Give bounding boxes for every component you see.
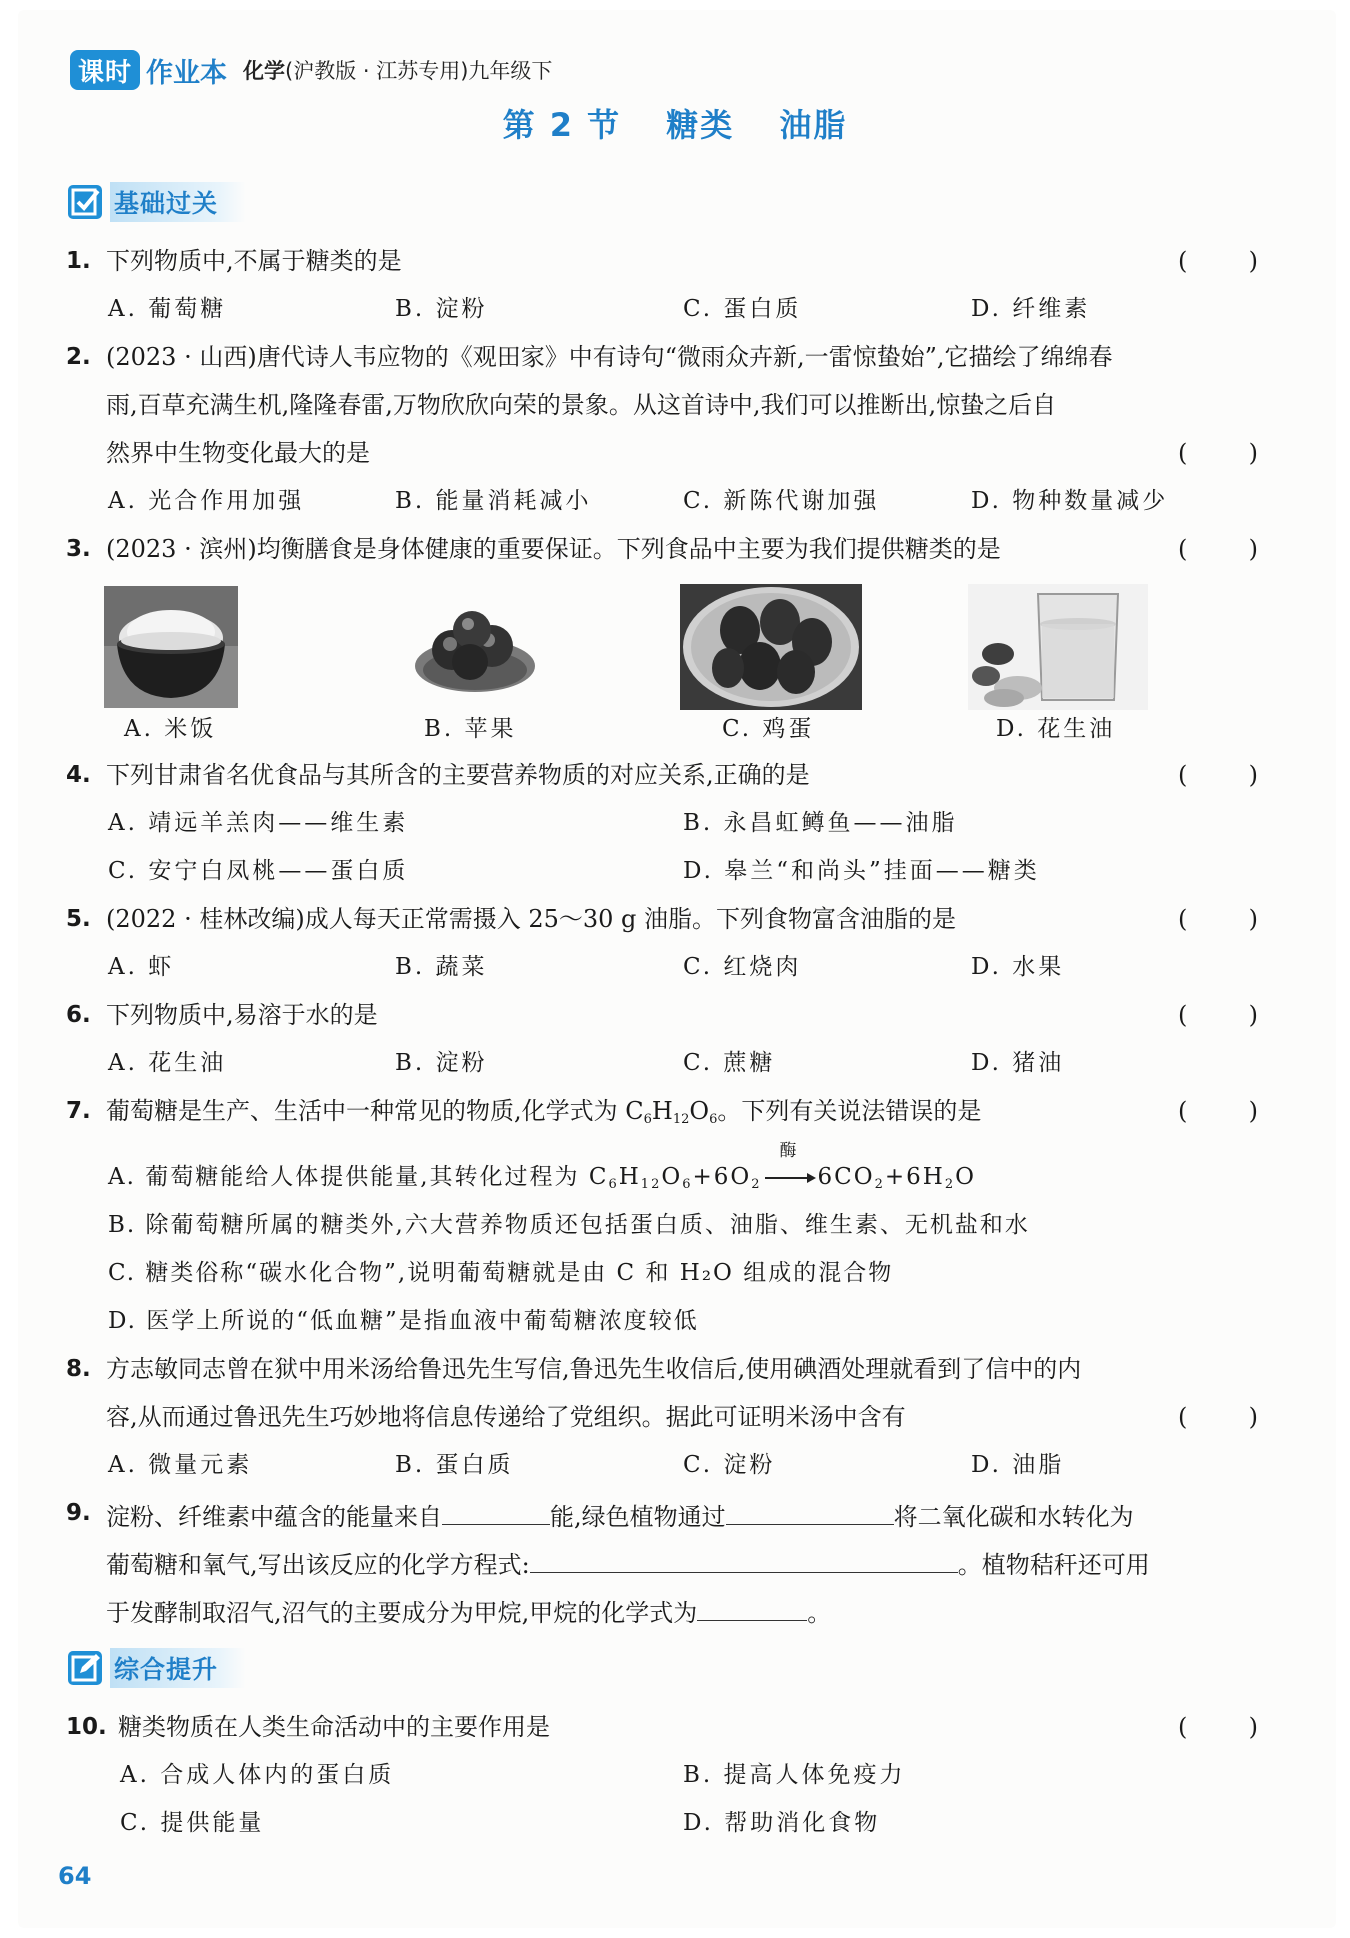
bracket-close: ) <box>1248 905 1258 933</box>
option-c: C. 淀粉 <box>683 1452 776 1478</box>
option-a: A. 虾 <box>108 954 175 980</box>
question-text-line-1: 方志敏同志曾在狱中用米汤给鲁迅先生写信,鲁迅先生收信后,使用碘酒处理就看到了信中的内 <box>106 1355 1082 1383</box>
option-c: C. 糖类俗称“碳水化合物”,说明葡萄糖就是由 C 和 H₂O 组成的混合物 <box>108 1260 894 1286</box>
answer-bracket <box>1178 760 1258 790</box>
bracket-open: ( <box>1178 761 1188 789</box>
bracket-open: ( <box>1178 535 1188 563</box>
fill-blank-3[interactable] <box>530 1546 958 1573</box>
logo-text: 作业本 <box>146 57 228 89</box>
text-segment: 淀粉、纤维素中蕴含的能量来自 <box>106 1503 442 1531</box>
book-header <box>70 48 552 92</box>
bracket-close: ) <box>1248 535 1258 563</box>
text-segment: 。 <box>807 1599 832 1627</box>
bracket-close: ) <box>1248 1403 1258 1431</box>
question-text-line-1: (2023 · 山西)唐代诗人韦应物的《观田家》中有诗句“微雨众卉新,一雷惊蛰始”,它描绘了绵绵春 <box>106 343 1113 371</box>
bracket-close: ) <box>1248 1713 1258 1741</box>
question-text-line-3: 然界中生物变化最大的是 <box>106 439 370 467</box>
reaction-arrow <box>762 1141 818 1192</box>
bracket-open: ( <box>1178 1403 1188 1431</box>
option-a: A. 靖远羊羔肉——维生素 <box>108 810 409 836</box>
question-number: 5. <box>66 906 91 932</box>
text-segment: 。植物秸秆还可用 <box>957 1551 1150 1579</box>
option-c: C. 提供能量 <box>120 1810 265 1836</box>
question-text: (2022 · 桂林改编)成人每天正常需摄入 25～30 g 油脂。下列食物富含油脂的是 <box>106 905 957 933</box>
question-number: 2. <box>66 344 91 370</box>
section-basic <box>68 182 246 222</box>
option-a: A. 微量元素 <box>108 1452 253 1478</box>
option-d: D. 帮助消化食物 <box>683 1810 881 1836</box>
bracket-open: ( <box>1178 1097 1188 1125</box>
subject-edition: (沪教版 · 江苏专用)九年级下 <box>285 59 553 83</box>
question-text-line-3 <box>106 1594 831 1628</box>
question-number: 7. <box>66 1098 91 1124</box>
option-c: C. 蛋白质 <box>683 296 802 322</box>
question-number: 9. <box>66 1500 91 1526</box>
pencil-edit-icon <box>68 1651 102 1685</box>
answer-bracket <box>1178 1096 1258 1126</box>
bracket-open: ( <box>1178 905 1188 933</box>
option-c: C. 红烧肉 <box>683 954 802 980</box>
option-b: B. 苹果 <box>424 716 517 742</box>
option-d: D. 皋兰“和尚头”挂面——糖类 <box>683 858 1040 884</box>
option-a-text: A. 葡萄糖能给人体提供能量,其转化过程为 C <box>108 1164 609 1190</box>
bracket-close: ) <box>1248 439 1258 467</box>
subject-line <box>243 55 552 85</box>
option-c: C. 安宁白凤桃——蛋白质 <box>108 858 409 884</box>
option-b: B. 淀粉 <box>395 1050 488 1076</box>
option-d: D. 医学上所说的“低血糖”是指血液中葡萄糖浓度较低 <box>108 1308 699 1334</box>
option-b: B. 永昌虹鳟鱼——油脂 <box>683 810 958 836</box>
option-a: A. 葡萄糖能给人体提供能量,其转化过程为 $C_6H_{12}O_6+6O_2$ 酶 $6CO_2+6H_2O$ <box>108 1162 976 1200</box>
option-a: A. 葡萄糖 <box>108 296 227 322</box>
question-text-pre: 葡萄糖是生产、生活中一种常见的物质,化学式为 C <box>106 1097 644 1125</box>
section-advanced <box>68 1648 246 1688</box>
option-c: C. 新陈代谢加强 <box>683 488 880 514</box>
question-text: 葡萄糖是生产、生活中一种常见的物质,化学式为 $C_6H_{12}O_6$。下列有关说法错误的是 <box>106 1097 982 1127</box>
eggs-plate-image <box>680 584 862 710</box>
section-title: 综合提升 <box>110 1648 246 1688</box>
question-text: (2023 · 滨州)均衡膳食是身体健康的重要保证。下列食品中主要为我们提供糖类的是 <box>106 535 1001 563</box>
option-d: D. 水果 <box>971 954 1065 980</box>
bracket-open: ( <box>1178 1713 1188 1741</box>
question-number: 10. <box>66 1714 107 1740</box>
subject-name: 化学 <box>243 59 286 83</box>
question-text: 糖类物质在人类生命活动中的主要作用是 <box>118 1713 550 1741</box>
peanut-oil-image <box>968 584 1148 710</box>
option-a: A. 花生油 <box>108 1050 227 1076</box>
bracket-open: ( <box>1178 439 1188 467</box>
question-number: 8. <box>66 1356 91 1382</box>
option-a: A. 米饭 <box>124 716 217 742</box>
question-text: 下列物质中,不属于糖类的是 <box>106 247 402 275</box>
bracket-open: ( <box>1178 1001 1188 1029</box>
text-segment: 能,绿色植物通过 <box>550 1503 726 1531</box>
bracket-close: ) <box>1248 761 1258 789</box>
option-d: D. 纤维素 <box>971 296 1091 322</box>
fill-blank-2[interactable] <box>726 1498 894 1525</box>
rice-bowl-image <box>104 586 238 708</box>
page-title <box>0 100 1350 146</box>
option-b: B. 除葡萄糖所属的糖类外,六大营养物质还包括蛋白质、油脂、维生素、无机盐和水 <box>108 1212 1030 1238</box>
answer-bracket <box>1178 1712 1258 1742</box>
bracket-close: ) <box>1248 247 1258 275</box>
question-text-post: 。下列有关说法错误的是 <box>717 1097 982 1125</box>
page-number: 64 <box>58 1862 92 1890</box>
bracket-close: ) <box>1248 1097 1258 1125</box>
text-segment: 葡萄糖和氧气,写出该反应的化学方程式: <box>106 1551 530 1579</box>
fill-blank-1[interactable] <box>442 1498 550 1525</box>
option-c: C. 鸡蛋 <box>722 716 815 742</box>
question-text: 下列物质中,易溶于水的是 <box>106 1001 378 1029</box>
title-section: 第 2 节 <box>502 106 622 144</box>
answer-bracket <box>1178 1000 1258 1030</box>
option-d: D. 油脂 <box>971 1452 1065 1478</box>
title-topic-2: 油脂 <box>779 106 848 144</box>
checkbox-icon <box>68 185 102 219</box>
option-d: D. 物种数量减少 <box>971 488 1169 514</box>
option-b: B. 蔬菜 <box>395 954 488 980</box>
catalyst-label: 酶 <box>779 1141 797 1161</box>
answer-bracket <box>1178 904 1258 934</box>
option-a: A. 光合作用加强 <box>108 488 305 514</box>
option-b: B. 蛋白质 <box>395 1452 514 1478</box>
option-c: C. 蔗糖 <box>683 1050 776 1076</box>
bracket-close: ) <box>1248 1001 1258 1029</box>
title-topic-1: 糖类 <box>666 106 735 144</box>
option-b: B. 淀粉 <box>395 296 488 322</box>
question-number: 1. <box>66 248 91 274</box>
question-text: 下列甘肃省名优食品与其所含的主要营养物质的对应关系,正确的是 <box>106 761 810 789</box>
question-text-line-2 <box>106 1546 1150 1580</box>
fill-blank-4[interactable] <box>697 1594 807 1621</box>
option-a: A. 合成人体内的蛋白质 <box>120 1762 395 1788</box>
bracket-open: ( <box>1178 247 1188 275</box>
apple-basket-image <box>410 600 540 700</box>
option-d: D. 花生油 <box>996 716 1116 742</box>
logo-badge: 课时 <box>70 50 140 90</box>
question-number: 3. <box>66 536 91 562</box>
option-b: B. 能量消耗减小 <box>395 488 592 514</box>
text-segment: 于发酵制取沼气,沼气的主要成分为甲烷,甲烷的化学式为 <box>106 1599 698 1627</box>
section-title: 基础过关 <box>110 182 246 222</box>
question-number: 6. <box>66 1002 91 1028</box>
question-number: 4. <box>66 762 91 788</box>
question-text-line-1 <box>106 1498 1134 1532</box>
option-d: D. 猪油 <box>971 1050 1065 1076</box>
answer-bracket <box>1178 438 1258 468</box>
answer-bracket <box>1178 1402 1258 1432</box>
question-text-line-2: 容,从而通过鲁迅先生巧妙地将信息传递给了党组织。据此可证明米汤中含有 <box>106 1403 906 1431</box>
answer-bracket <box>1178 534 1258 564</box>
text-segment: 将二氧化碳和水转化为 <box>893 1503 1134 1531</box>
answer-bracket <box>1178 246 1258 276</box>
option-b: B. 提高人体免疫力 <box>683 1762 906 1788</box>
question-text-line-2: 雨,百草充满生机,隆隆春雷,万物欣欣向荣的景象。从这首诗中,我们可以推断出,惊蛰之后自 <box>106 391 1057 419</box>
